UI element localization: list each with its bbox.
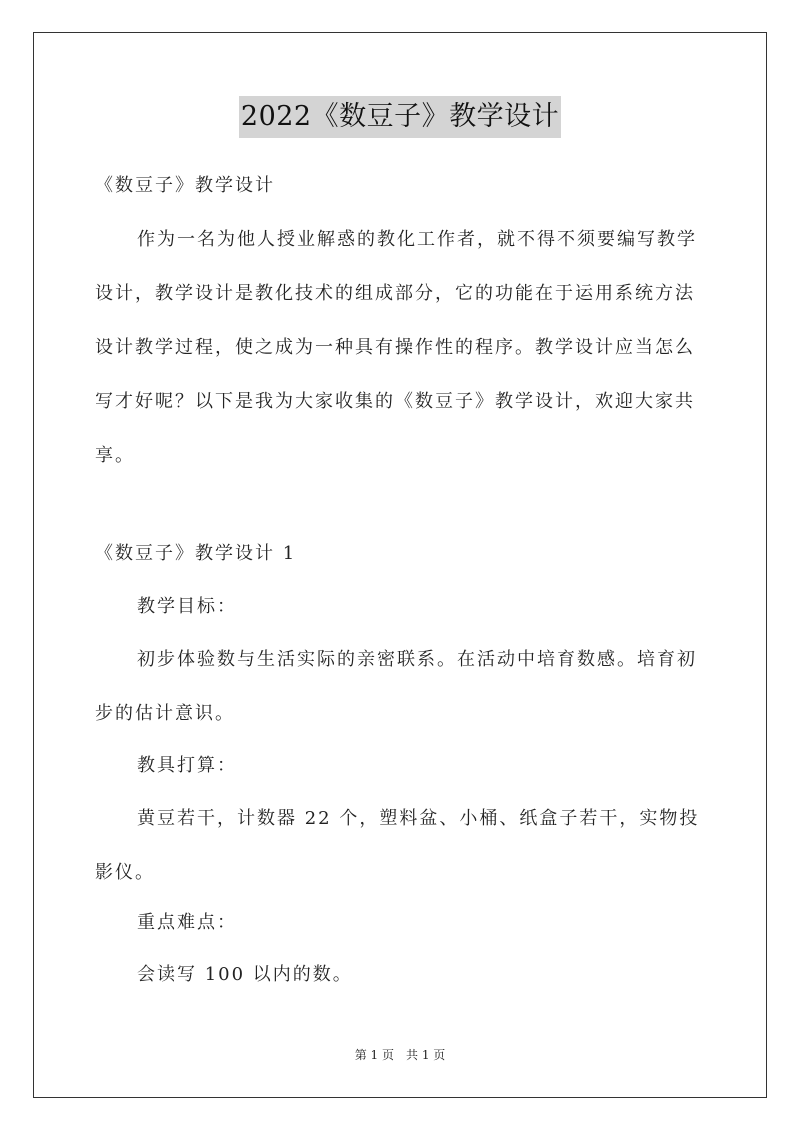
key-points-text: 会读写 100 以内的数。 <box>137 964 353 985</box>
document-title: 2022《数豆子》教学设计 <box>239 96 561 138</box>
key-points-label: 重点难点： <box>137 912 237 933</box>
section-heading: 《数豆子》教学设计 1 <box>95 543 297 564</box>
objective-label: 教学目标： <box>137 596 237 617</box>
tools-label: 教具打算： <box>137 755 237 776</box>
objective-text: 初步体验数与生活实际的亲密联系。在活动中培育数感。培育初步的估计意识。 <box>95 649 697 724</box>
tools-text: 黄豆若干，计数器 22 个，塑料盆、小桶、纸盒子若干，实物投影仪。 <box>95 808 700 883</box>
document-title-container <box>0 96 800 138</box>
intro-paragraph: 作为一名为他人授业解惑的教化工作者，就不得不须要编写教学设计，教学设计是教化技术的组成部分，它的功能在于运用系统方法设计教学过程，使之成为一种具有操作性的程序。教学设计应当怎么写才好呢？以下是我为大家收集的《数豆子》教学设计，欢迎大家共享。 <box>95 229 697 466</box>
document-subtitle: 《数豆子》教学设计 <box>95 175 275 196</box>
page-footer: 第 1 页 共 1 页 <box>354 1048 446 1062</box>
